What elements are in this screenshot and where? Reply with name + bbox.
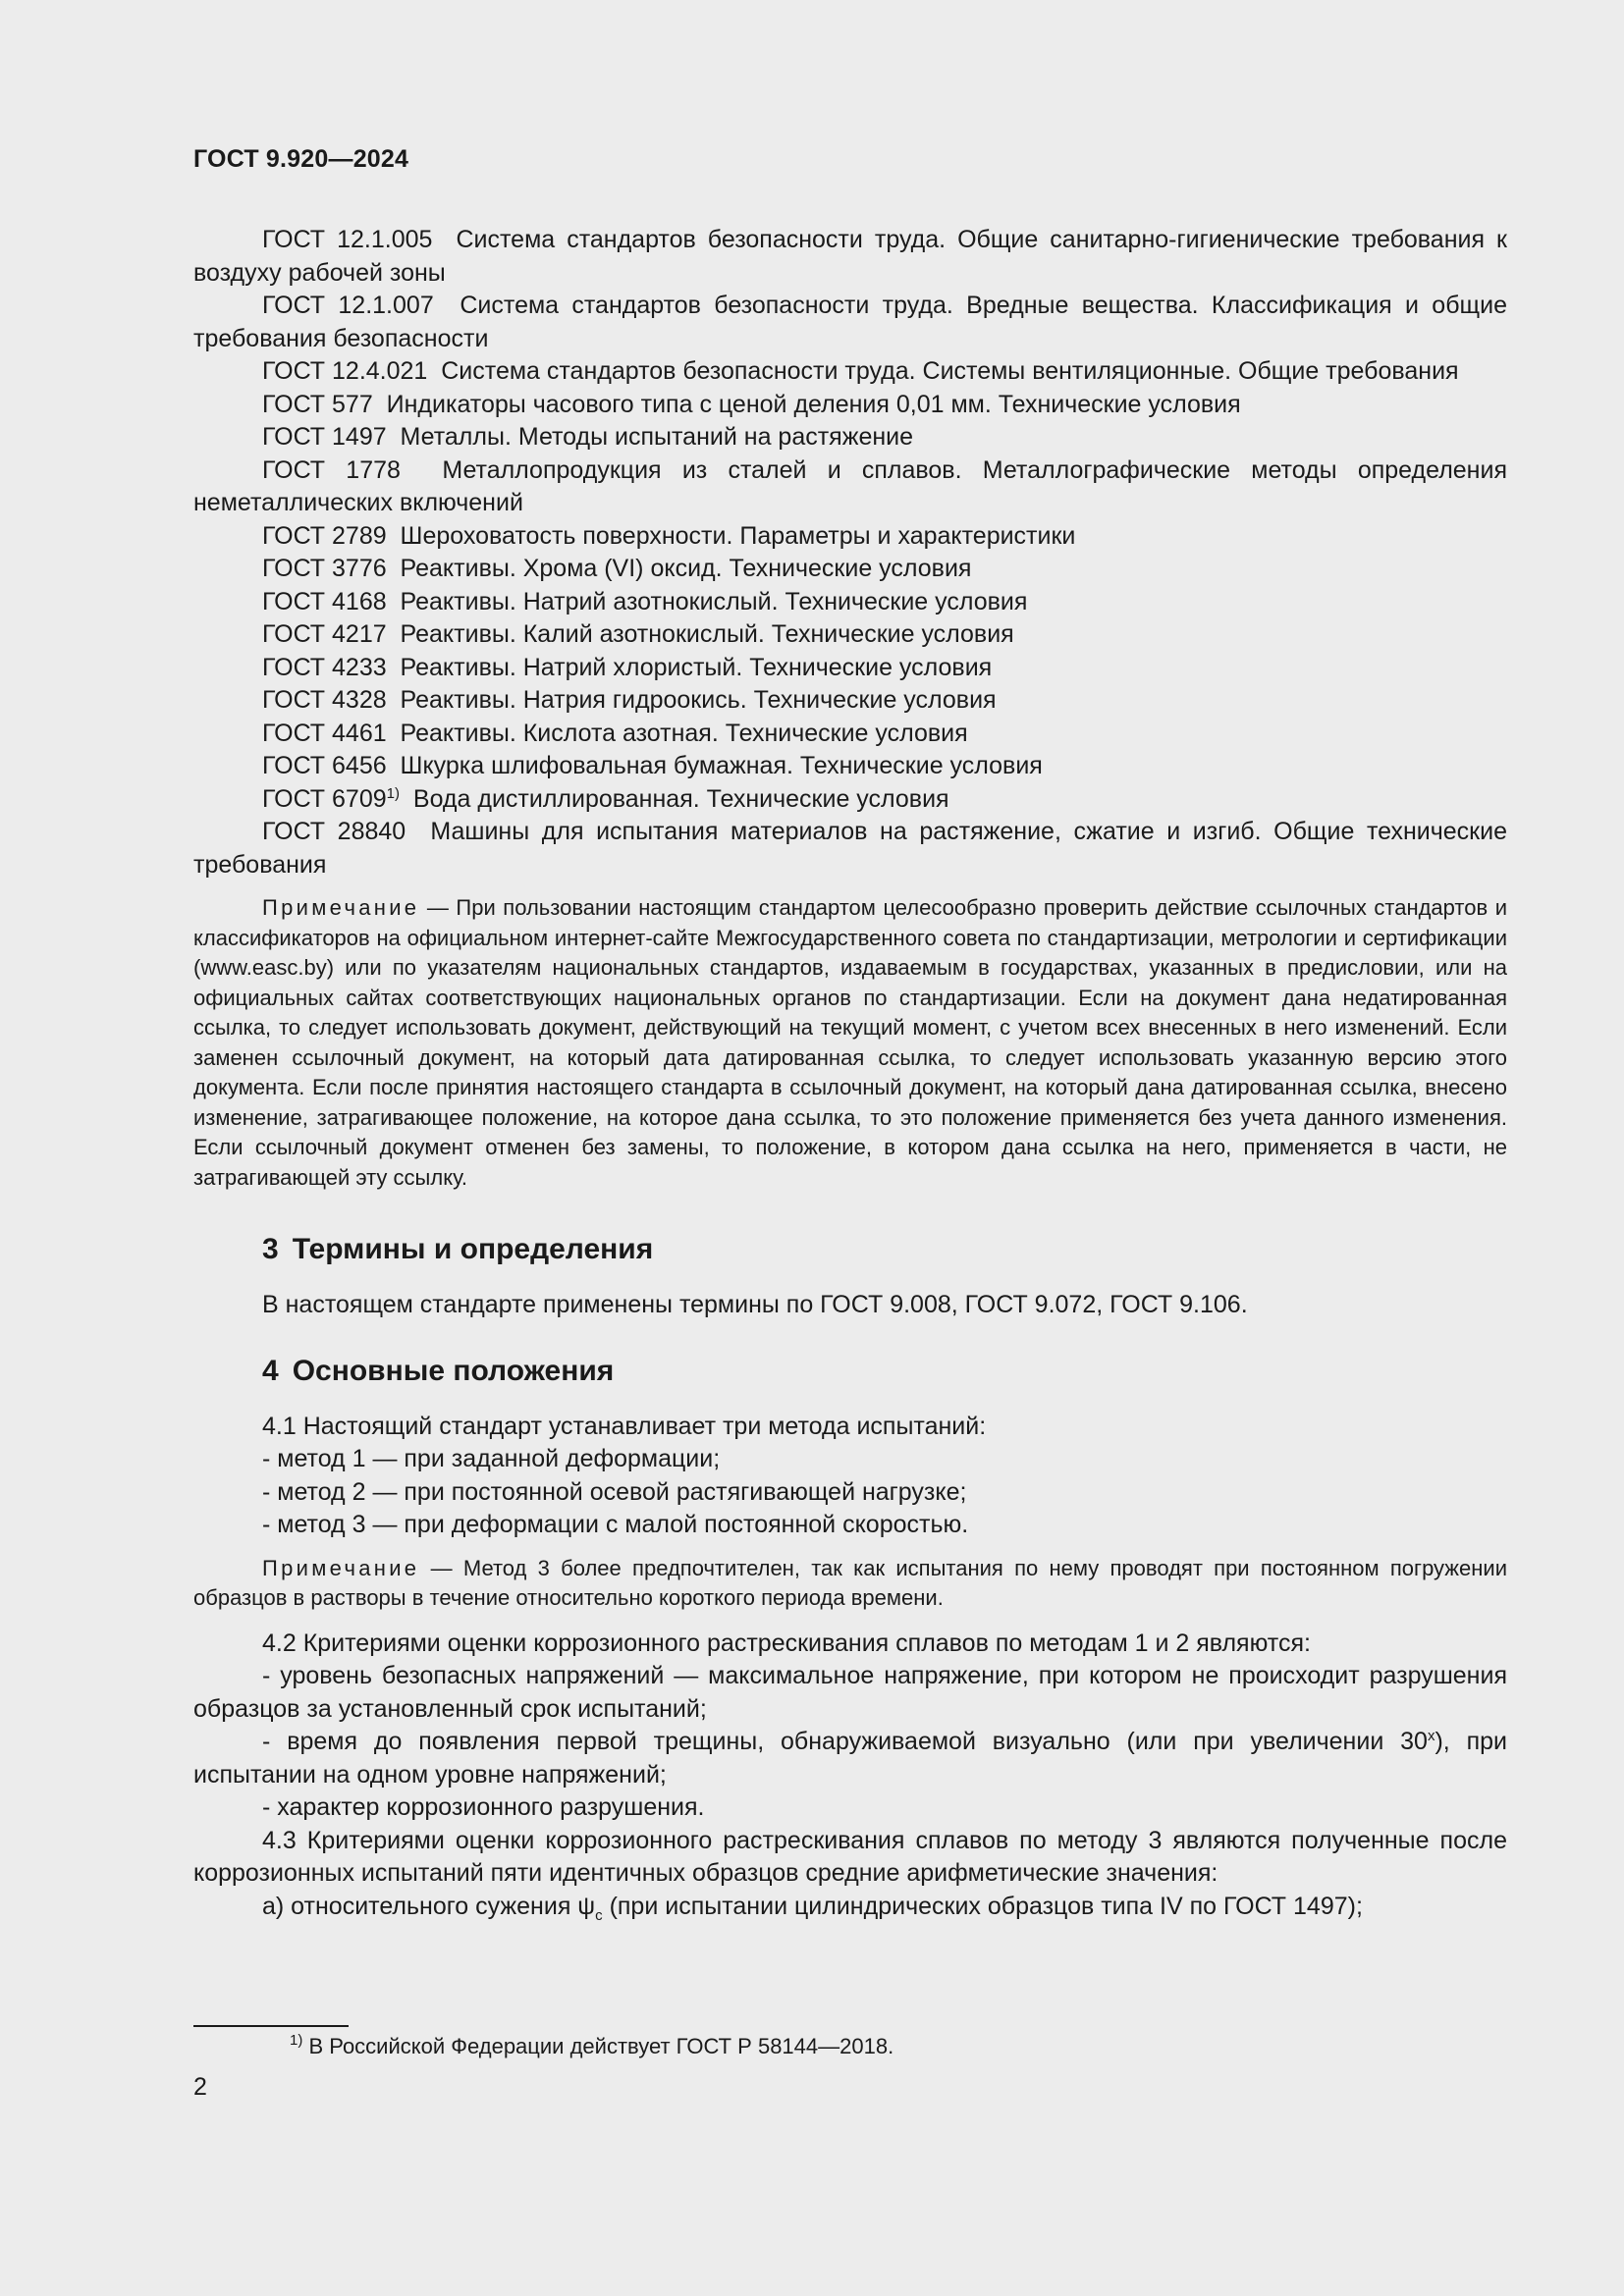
criterion-item: а) относительного сужения $\psi_с$ (при испытании цилиндрических образцов типа IV по ГОСТ 1497);	[262, 1892, 1363, 1924]
reference-item: ГОСТ 4217 Реактивы. Калий азотнокислый. Технические условия	[262, 620, 1014, 648]
page-number: 2	[193, 2073, 207, 2101]
reference-item: ГОСТ 4461 Реактивы. Кислота азотная. Технические условия	[262, 719, 968, 747]
reference-item: ГОСТ 12.1.005 Система стандартов безопасности труда. Общие санитарно-гигиенические требования к воздуху рабочей зоны	[193, 226, 1507, 287]
footnote-mark: 1)	[386, 784, 400, 802]
note-text: — Метод 3 более предпочтителен, так как испытания по нему проводят при постоянном погружении образцов в растворы в течение относительно короткого периода времени.	[193, 1555, 1507, 1610]
clause-4-1: 4.1 Настоящий стандарт устанавливает три метода испытаний:	[262, 1412, 987, 1440]
footnote-text: В Российской Федерации действует ГОСТ Р 58144—2018.	[302, 2034, 894, 2058]
criterion-item: - время до появления первой трещины, обнаруживаемой визуально (или при увеличении $30^х$), при испытании на одном уровне напряжений;	[193, 1728, 1508, 1789]
method-item: - метод 3 — при деформации с малой постоянной скоростью.	[262, 1511, 969, 1538]
reference-item: ГОСТ 1778 Металлопродукция из сталей и сплавов. Металлографические методы определения неметаллических включений	[193, 455, 1507, 516]
footnote	[290, 2032, 893, 2061]
reference-item: ГОСТ 3776 Реактивы. Хрома (VI) оксид. Технические условия	[262, 555, 972, 582]
reference-item: ГОСТ 1497 Металлы. Методы испытаний на растяжение	[262, 423, 914, 451]
footnote-separator	[193, 2025, 349, 2027]
section-4-heading: 4 Основные положения	[262, 1354, 615, 1387]
note-label: Примечание	[262, 1555, 420, 1580]
reference-item: ГОСТ 4233 Реактивы. Натрий хлористый. Технические условия	[262, 653, 993, 681]
reference-item: ГОСТ 4328 Реактивы. Натрия гидроокись. Технические условия	[262, 686, 997, 714]
note-text: — При пользовании настоящим стандартом целесообразно проверить действие ссылочных стандартов и классификаторов на официальном интернет-сайте Межгосударственного совета по стандартизации, метрологии и сертификации (www.easc.by) или по указателям национальных стандартов, издаваемым в государствах, указанных в предисловии, или на официальных сайтах соответствующих национальных органов по стандартизации. Если на документ дана недатированная ссылка, то следует использовать документ, действующий на текущий момент, с учетом всех внесенных в него изменений. Если заменен ссылочный документ, на который дата датированная ссылка, то следует использовать указанную версию этого документа. Если после принятия настоящего стандарта в ссылочный документ, на который дана датированная ссылка, внесено изменение, затрагивающее положение, на которое дана ссылка, то это положение применяется без учета данного изменения. Если ссылочный документ отменен без замены, то положение, в котором дана ссылка на него, применяется в части, не затрагивающей эту ссылку.	[193, 895, 1507, 1190]
methods-note	[193, 1554, 1507, 1614]
reference-item: ГОСТ 4168 Реактивы. Натрий азотнокислый. Технические условия	[262, 587, 1028, 615]
footnote-mark: 1)	[290, 2032, 303, 2049]
references-note	[193, 893, 1507, 1193]
method-item: - метод 1 — при заданной деформации;	[262, 1445, 721, 1472]
note-label: Примечание	[262, 895, 420, 920]
reference-item: ГОСТ 12.4.021 Система стандартов безопасности труда. Системы вентиляционные. Общие требования	[262, 357, 1459, 385]
reference-item: ГОСТ 12.1.007 Система стандартов безопасности труда. Вредные вещества. Классификация и общие требования безопасности	[193, 292, 1507, 352]
clause-4-3: 4.3 Критериями оценки коррозионного растрескивания сплавов по методу 3 являются полученные после коррозионных испытаний пяти идентичных образцов средние арифметические значения:	[193, 1826, 1507, 1887]
reference-item: ГОСТ 2789 Шероховатость поверхности. Параметры и характеристики	[262, 521, 1076, 550]
clause-4-2: 4.2 Критериями оценки коррозионного растрескивания сплавов по методам 1 и 2 являются:	[262, 1629, 1311, 1657]
section-3-heading: 3 Термины и определения	[262, 1233, 654, 1265]
page-content	[193, 224, 1507, 1923]
reference-item: ГОСТ 6709$^{1)}$ Вода дистиллированная. Технические условия	[262, 784, 949, 813]
reference-item: ГОСТ 6456 Шкурка шлифовальная бумажная. Технические условия	[262, 752, 1043, 779]
normative-references-list	[193, 224, 1507, 881]
page-header: ГОСТ 9.920—2024	[193, 145, 409, 173]
reference-item: ГОСТ 28840 Машины для испытания материалов на растяжение, сжатие и изгиб. Общие технические требования	[193, 818, 1507, 879]
section-3-text: В настоящем стандарте применены термины по ГОСТ 9.008, ГОСТ 9.072, ГОСТ 9.106.	[262, 1291, 1248, 1318]
method-item: - метод 2 — при постоянной осевой растягивающей нагрузке;	[262, 1477, 967, 1506]
reference-item: ГОСТ 577 Индикаторы часового типа с ценой деления 0,01 мм. Технические условия	[262, 390, 1241, 418]
criterion-item: - характер коррозионного разрушения.	[262, 1793, 705, 1821]
criterion-item: - уровень безопасных напряжений — максимальное напряжение, при котором не происходит разрушения образцов за установленный срок испытаний;	[193, 1662, 1507, 1723]
